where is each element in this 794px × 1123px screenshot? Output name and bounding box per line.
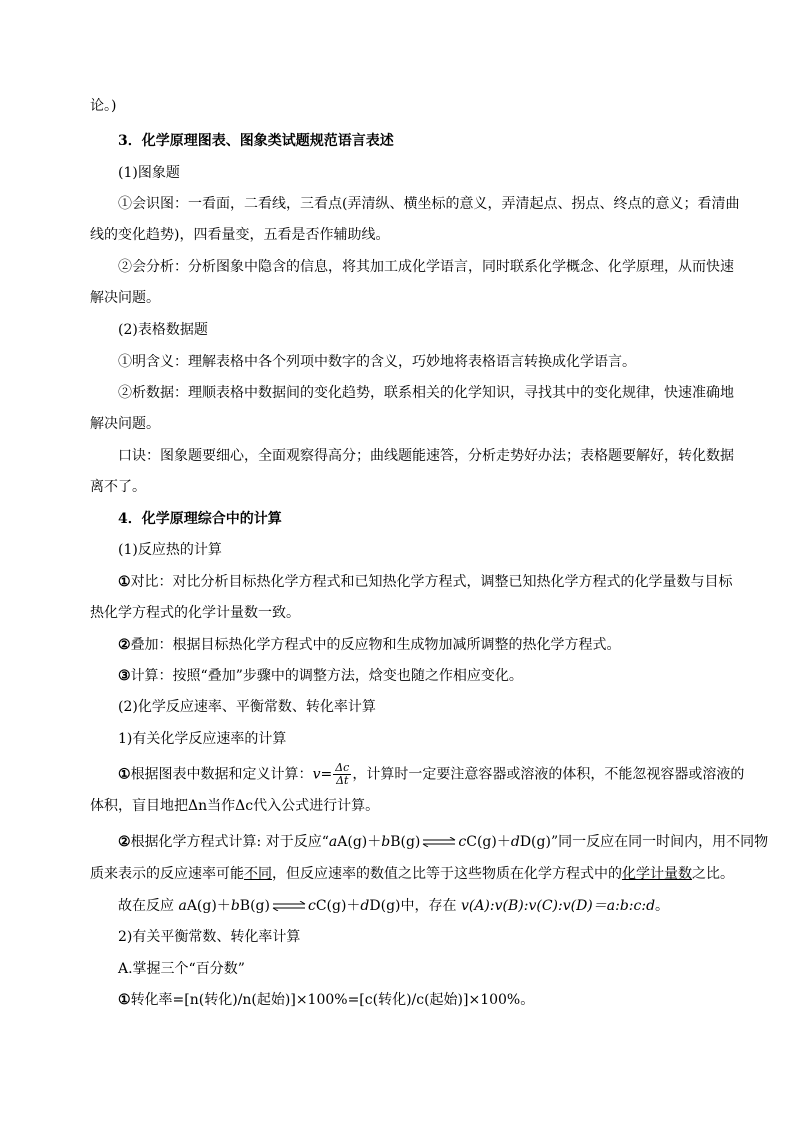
rate-ratio-lead: 故在反应: [118, 898, 179, 914]
rate-formula-lead: 根据图表中数据和定义计算：: [130, 766, 313, 783]
paragraph-analyze-graph: ②会分析：分析图象中隐含的信息，将其加工成化学语言，同时联系化学概念、化学原理，从而快速: [118, 259, 734, 275]
paragraph-compare: [118, 572, 733, 592]
species-a2: A(g)＋: [186, 898, 231, 914]
circled-number-1: ①: [118, 574, 131, 590]
conversion-rate-formula: 转化率=[n(转化)/n(起始)]×100%=[c(转化)/c(起始)]×100%。: [130, 992, 535, 1008]
equilibrium-arrow-icon: [422, 837, 456, 847]
subheading-equilibrium-constant: 2)有关平衡常数、转化率计算: [118, 929, 301, 945]
circled-number-2b: ②: [118, 834, 131, 850]
subheading-table-questions: (2)表格数据题: [118, 322, 208, 338]
rate-formula-tail: ，计算时一定要注意容器或溶液的体积，不能忽视容器或溶液的: [352, 766, 745, 783]
paragraph-rate-formula: [118, 762, 744, 787]
paragraph-mnemonic: 口诀：图象题要细心，全面观察得高分；曲线题能速答，分析走势好办法；表格题要解好，转化数据: [118, 448, 734, 464]
section-heading-4: 4．化学原理综合中的计算: [118, 511, 282, 527]
underlined-different: 不同: [244, 866, 272, 882]
paragraph-superpose: [118, 635, 621, 655]
paragraph-rate-formula-cont: 体积，盲目地把Δn当作Δc代入公式进行计算。: [90, 798, 380, 814]
rate-symbol: v: [312, 766, 321, 783]
coef-c: c: [458, 834, 467, 850]
coef-a: a: [328, 834, 338, 850]
rate-equation-cont-c: 之比。: [692, 866, 734, 882]
paragraph-read-graph: ①会识图：一看面，二看线，三看点(弄清纵、横坐标的意义，弄清起点、拐点、终点的意义；看清曲: [118, 196, 740, 212]
paragraph-meaning: ①明含义：理解表格中各个列项中数字的含义，巧妙地将表格语言转换成化学语言。: [118, 354, 636, 370]
rate-ratio-expression: v(A):v(B):v(C):v(D)＝a:b:c:d: [460, 898, 656, 914]
subheading-graph-questions: (1)图象题: [118, 165, 180, 181]
subheading-rate-calculation: 1)有关化学反应速率的计算: [118, 731, 287, 747]
paragraph-conversion-rate: [118, 990, 534, 1010]
circled-number-3: ③: [118, 668, 131, 684]
rate-ratio-end: 。: [655, 898, 670, 914]
rate-equation-lead: 根据化学方程式计算: 对于反应“: [130, 834, 329, 850]
subheading-three-percentages: A.掌握三个“百分数”: [118, 961, 245, 977]
coef-c2: c: [307, 898, 316, 914]
paragraph-analyze-data: ②析数据：理顺表格中数据间的变化趋势，联系相关的化学知识，寻找其中的变化规律，快速准确地: [118, 385, 734, 401]
paragraph-compare-text: 对比：对比分析目标热化学方程式和已知热化学方程式，调整已知热化学方程式的化学量数与目标: [130, 574, 733, 590]
paragraph-superpose-text: 叠加：根据目标热化学方程式中的反应物和生成物加减所调整的热化学方程式。: [130, 637, 621, 653]
circled-number-2: ②: [118, 637, 131, 653]
paragraph-analyze-graph-cont: 解决问题。: [90, 290, 160, 306]
continued-text: 论。): [90, 98, 117, 114]
species-a: A(g)＋: [337, 834, 382, 850]
paragraph-analyze-data-cont: 解决问题。: [90, 416, 160, 432]
rate-equation-cont-a: 质来表示的反应速率可能: [90, 866, 244, 882]
coef-b: b: [381, 834, 391, 850]
subheading-rate-equilibrium: (2)化学反应速率、平衡常数、转化率计算: [118, 699, 376, 715]
equilibrium-arrow-icon-2: [272, 901, 306, 911]
paragraph-compare-cont: 热化学方程式的化学计量数一致。: [90, 605, 300, 621]
rate-fraction: [333, 762, 351, 787]
coef-a2: a: [178, 898, 187, 914]
subheading-reaction-heat: (1)反应热的计算: [118, 542, 222, 558]
rate-equation-cont-b: ，但反应速率的数值之比等于这些物质在化学方程式中的: [272, 866, 622, 882]
paragraph-calculate-text: 计算：按照“叠加”步骤中的调整方法，焓变也随之作相应变化。: [130, 668, 523, 684]
species-c: C(g)＋: [466, 834, 511, 850]
fraction-numerator: Δc: [335, 761, 350, 774]
section-heading-3: 3．化学原理图表、图象类试题规范语言表述: [118, 133, 394, 149]
coef-d2: d: [360, 898, 370, 914]
paragraph-read-graph-cont: 线的变化趋势)，四看量变，五看是否作辅助线。: [90, 227, 390, 243]
species-d2-tail: D(g)中，存在: [369, 898, 461, 914]
species-b: B(g): [390, 834, 421, 850]
coef-b2: b: [230, 898, 240, 914]
species-b2: B(g): [239, 898, 270, 914]
paragraph-rate-equation-cont: [90, 864, 734, 884]
circled-number-1c: ①: [118, 992, 131, 1008]
paragraph-calculate: [118, 666, 523, 686]
fraction-denominator: Δt: [336, 774, 349, 787]
species-c2: C(g)＋: [315, 898, 361, 914]
paragraph-rate-equation: [118, 832, 768, 852]
paragraph-mnemonic-cont: 离不了。: [90, 479, 146, 495]
paragraph-rate-ratio: [118, 896, 669, 916]
underlined-stoich: 化学计量数: [622, 866, 692, 882]
coef-d: d: [510, 834, 520, 850]
species-d-tail: D(g)”同一反应在同一时间内，用不同物: [519, 834, 769, 850]
rate-equals: =: [320, 766, 333, 783]
circled-number-1b: ①: [118, 766, 131, 783]
